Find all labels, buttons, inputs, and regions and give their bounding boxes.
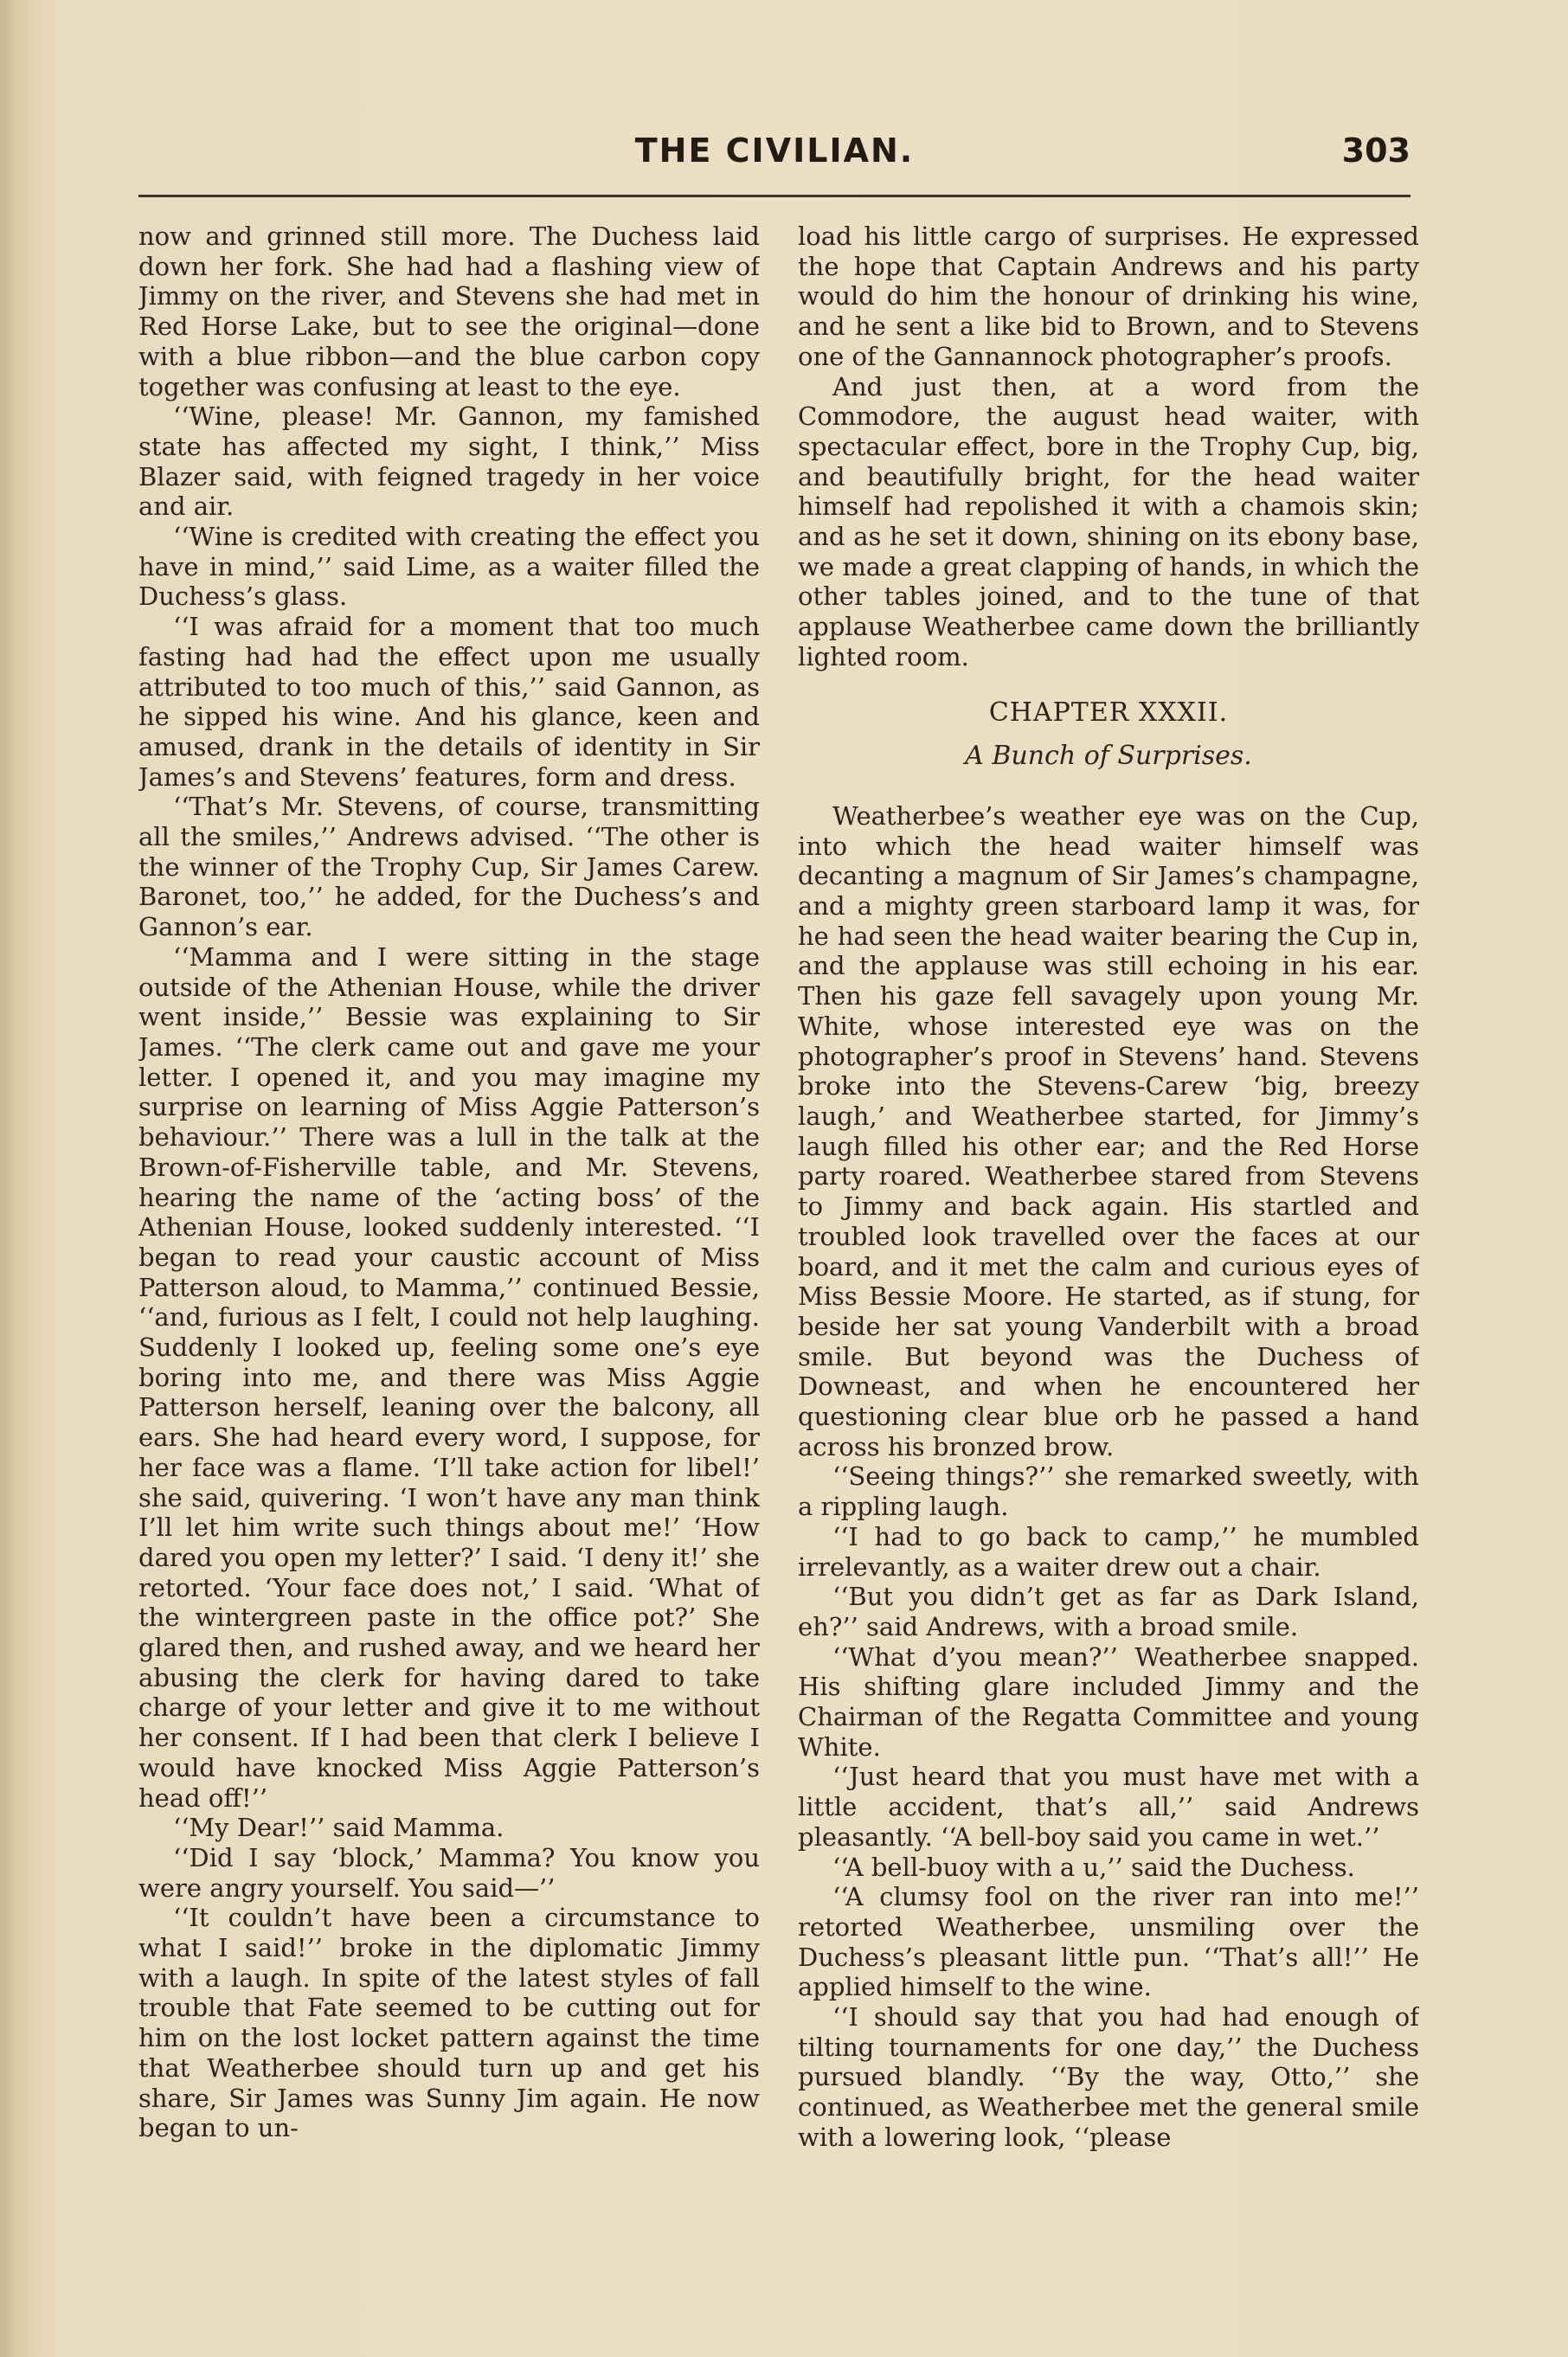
paragraph: And just then, at a word from the Commodore, the august head waiter, with spectacular effect, bore in the Trophy Cup, big, and beautifully bright, for the head waiter himself had repolished it with a chamois skin; and as he set it down, shining on its ebony base, we made a great clapping of hands, in which the other tables joined, and to the tune of that applause Weatherbee came down the brilliantly lighted room. (798, 371, 1419, 671)
left-column (138, 222, 760, 2281)
paragraph: ‘‘I was afraid for a moment that too much fasting had had the effect upon me usually attributed to too much of this,’’ said Gannon, as he sipped his wine. And his glance, keen and amused, drank in the details of identity in Sir James’s and Stevens’ features, form and dress. (138, 612, 760, 792)
paragraph: ‘‘Did I say ‘block,’ Mamma? You know you were angry yourself. You said—’’ (138, 1842, 760, 1903)
paragraph: ‘‘I had to go back to camp,’’ he mumbled irrelevantly, as a waiter drew out a chair. (798, 1521, 1419, 1582)
paragraph: ‘‘A clumsy fool on the river ran into me!’’ retorted Weatherbee, unsmiling over the Duchess’s pleasant little pun. ‘‘That’s all!’’ He applied himself to the wine. (798, 1882, 1419, 2002)
chapter-subtitle: A Bunch of Surprises. (965, 741, 1252, 772)
right-column (798, 222, 1419, 2281)
paragraph: ‘‘It couldn’t have been a circumstance to what I said!’’ broke in the diplomatic Jimmy with a laugh. In spite of the latest styles of fall trouble that Fate seemed to be cutting out for him on the lost locket pattern against the time that Weatherbee should turn up and get his share, Sir James was Sunny Jim again. He now began to un- (138, 1903, 760, 2143)
paragraph: ‘‘Wine is credited with creating the effect you have in mind,’’ said Lime, as a waiter filled the Duchess’s glass. (138, 522, 760, 612)
paragraph: ‘‘My Dear!’’ said Mamma. (173, 1813, 504, 1843)
paragraph: ‘‘That’s Mr. Stevens, of course, transmitting all the smiles,’’ Andrews advised. ‘‘The other is the winner of the Trophy Cup, Sir James Carew. Baronet, too,’’ he added, for the Duchess’s and Gannon’s ear. (138, 792, 760, 942)
paragraph: ‘‘A bell-buoy with a u,’’ said the Duchess. (832, 1852, 1355, 1882)
paragraph: ‘‘I should say that you had had enough of tilting tournaments for one day,’’ the Duchess pursued blandly. ‘‘By the way, Otto,’’ she continued, as Weatherbee met the general smile with a lowering look, ‘‘please (798, 2002, 1419, 2152)
page-header (138, 132, 1411, 183)
paragraph: Weatherbee’s weather eye was on the Cup, into which the head waiter himself was decanting a magnum of Sir James’s champagne, and a mighty green starboard lamp it was, for he had seen the head waiter bearing the Cup in, and the applause was still echoing in his ear. Then his gaze fell savagely upon young Mr. White, whose interested eye was on the photographer’s proof in Stevens’ hand. Stevens broke into the Stevens-Carew ‘big, breezy laugh,’ and Weatherbee started, for Jimmy’s laugh filled his other ear; and the Red Horse party roared. Weatherbee stared from Stevens to Jimmy and back again. His startled and troubled look travelled over the faces at our board, and it met the calm and curious eyes of Miss Bessie Moore. He started, as if stung, for beside her sat young Vanderbilt with a broad smile. But beyond was the Duchess of Downeast, and when he encountered her questioning clear blue orb he passed a hand across his bronzed brow. (798, 800, 1419, 1461)
paragraph: ‘‘Wine, please! Mr. Gannon, my famished state has affected my sight, I think,’’ Miss Blazer said, with feigned tragedy in her voice and air. (138, 401, 760, 522)
paragraph: ‘‘Seeing things?’’ she remarked sweetly, with a rippling laugh. (798, 1461, 1419, 1522)
paragraph: ‘‘But you didn’t get as far as Dark Island, eh?’’ said Andrews, with a broad smile. (798, 1582, 1419, 1641)
header-rule (138, 195, 1411, 197)
chapter-title: CHAPTER XXXII. (988, 697, 1229, 728)
page-number: 303 (1341, 132, 1411, 170)
paragraph: ‘‘Mamma and I were sitting in the stage outside of the Athenian House, while the driver went inside,’’ Bessie was explaining to Sir James. ‘‘The clerk came out and gave me your letter. I opened it, and you may imagine my surprise on learning of Miss Aggie Patterson’s behaviour.’’ There was a lull in the talk at the Brown-of-Fisherville table, and Mr. Stevens, hearing the name of the ‘acting boss’ of the Athenian House, looked suddenly interested. ‘‘I began to read your caustic account of Miss Patterson aloud, to Mamma,’’ continued Bessie, ‘‘and, furious as I felt, I could not help laughing. Suddenly I looked up, feeling some one’s eye boring into me, and there was Miss Aggie Patterson herself, leaning over the balcony, all ears. She had heard every word, I suppose, for her face was a flame. ‘I’ll take action for libel!’ she said, quivering. ‘I won’t have any man think I’ll let him write such things about me!’ ‘How dared you open my letter?’ I said. ‘I deny it!’ she retorted. ‘Your face does not,’ I said. ‘What of the wintergreen paste in the office pot?’ She glared then, and rushed away, and we heard her abusing the clerk for having dared to take charge of your letter and give it to me without her consent. If I had been that clerk I believe I would have knocked Miss Aggie Patterson’s head off!’’ (138, 941, 760, 1813)
paragraph: ‘‘Just heard that you must have met with a little accident, that’s all,’’ said Andrews pleasantly. ‘‘A bell-boy said you came in wet.’’ (798, 1762, 1419, 1852)
paragraph: now and grinned still more. The Duchess laid down her fork. She had had a flashing view of Jimmy on the river, and Stevens she had met in Red Horse Lake, but to see the original—done with a blue ribbon—and the blue carbon copy together was confusing at least to the eye. (138, 222, 760, 401)
paragraph: ‘‘What d’you mean?’’ Weatherbee snapped. His shifting glare included Jimmy and the Chairman of the Regatta Committee and young White. (798, 1641, 1419, 1762)
paragraph: load his little cargo of surprises. He expressed the hope that Captain Andrews and his party would do him the honour of drinking his wine, and he sent a like bid to Brown, and to Stevens one of the Gannannock photographer’s proofs. (798, 222, 1419, 371)
running-title: THE CIVILIAN. (634, 132, 915, 170)
